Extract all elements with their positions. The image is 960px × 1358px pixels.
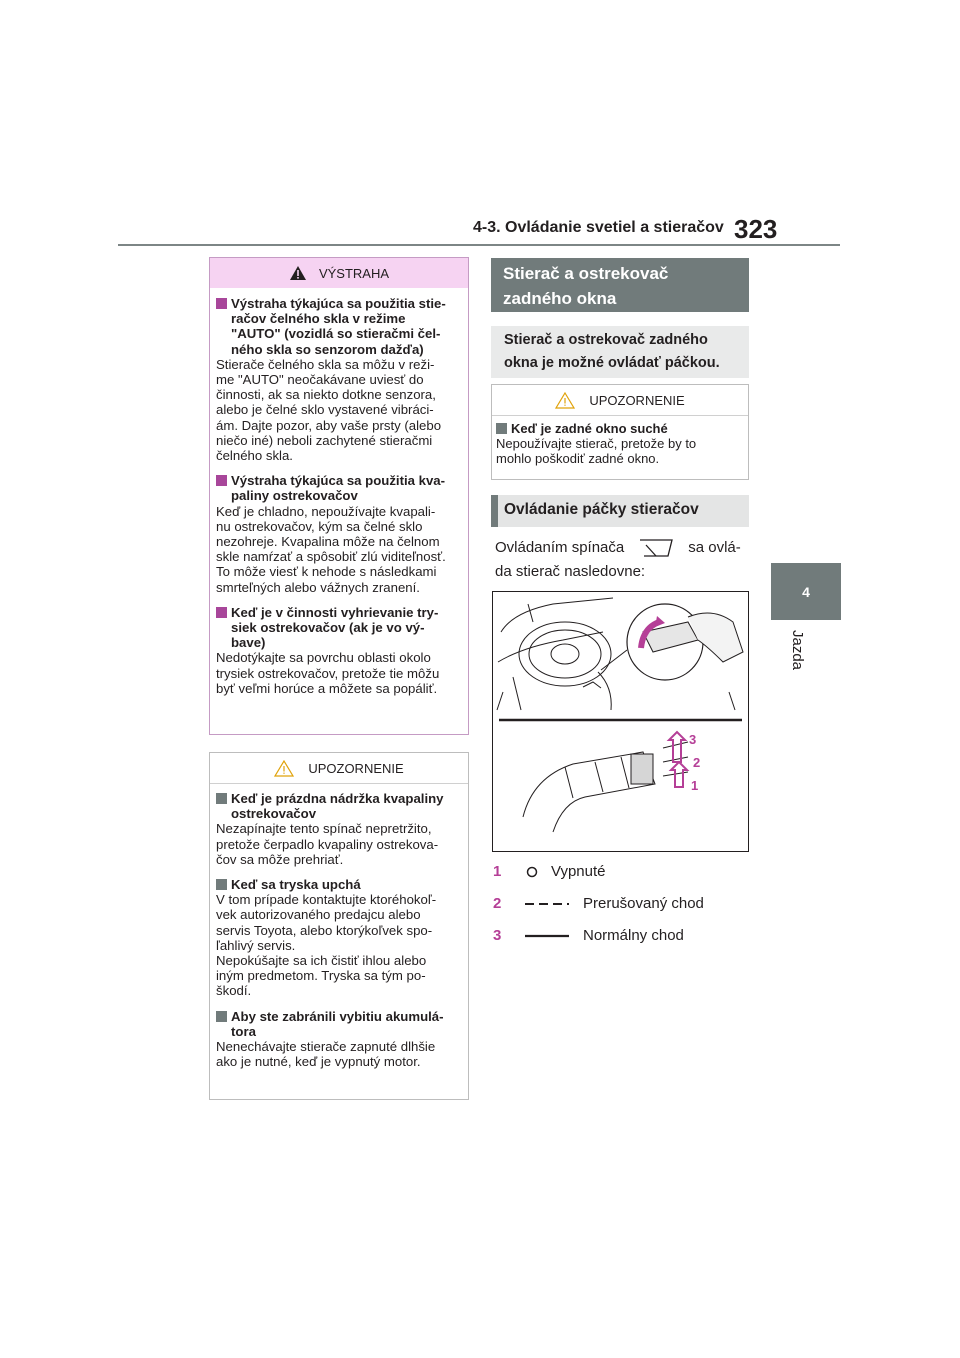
caution-item-title: Keď sa tryska upchá [231,877,361,893]
intro-text-2: sa ovlá- [688,539,741,556]
legend-item-intermittent [493,895,704,912]
caution-box-rear [491,384,749,480]
warning-item-title: Keď je v činnosti vyhrievanie try- siek ostrekovačov (ak je vo vý- bave) [231,604,439,651]
chapter-label: Jazda [789,629,806,671]
warning-item-title: Výstraha týkajúca sa použitia kva- paliny ostrekovačov [231,473,446,504]
caution-item-text: Nenechávajte stierače zapnuté dlhšie ako je nutné, keď je vypnutý motor. [216,1039,436,1070]
warning-header [210,258,468,288]
legend-label: Prerušovaný chod [583,895,704,912]
bullet-square-icon [216,879,227,890]
lever-intro [495,536,755,584]
rear-wiper-heading [491,258,749,312]
off-circle-icon [525,865,551,879]
caution-title: UPOZORNENIE [589,392,685,408]
warning-item-text: Keď je chladno, nepoužívajte kvapali- nu ostrekovačov, kým sa čelné sklo nezohreje. Kvapalina môže na čelnom skle namŕzať a spôsobiť zlú viditeľnosť. To môže viesť k nehode s následkami smrteľných alebo vážnych zranení. [216,503,446,595]
warning-item [216,473,464,595]
chapter-tab[interactable]: 4 [771,563,841,620]
callout-3: 3 [689,732,697,747]
rear-wiper-heading-line2: zadného okna [503,289,617,308]
callout-1: 1 [691,778,699,793]
warning-box [209,257,469,735]
caution-box [209,752,469,1100]
caution-triangle-icon [274,760,294,777]
page-number: 323 [734,214,778,244]
legend-label: Normálny chod [583,927,684,944]
caution-item-title: Keď je zadné okno suché [511,421,668,436]
caution-triangle-icon [555,392,575,409]
bullet-square-icon [216,1011,227,1022]
caution-header [210,753,468,784]
caution-item-text: Nezapínajte tento spínač nepretržito, pretože čerpadlo kvapaliny ostrekova- čov sa môže prehriať. [216,821,439,867]
legend-item-normal [493,927,684,944]
legend-label: Vypnuté [551,863,606,880]
heading-accent-bar [491,495,498,527]
normal-solid-line-icon [525,933,583,939]
warning-item [216,605,464,696]
caution-item [216,1009,464,1070]
warning-item-text: Nedotýkajte sa povrchu oblasti okolo trysiek ostrekovačov, pretože tie môžu byť veľmi horúce a môžete sa popáliť. [216,650,440,696]
wiper-lever-figure [492,591,749,852]
wiper-lever-illustration [493,592,748,851]
intro-text-1: Ovládaním spínača [495,539,625,556]
bullet-square-icon [216,298,227,309]
legend-number: 2 [493,895,502,912]
warning-item-text: Stierače čelného skla sa môžu v reži- me "AUTO" neočakávane uviesť do činnosti, ak sa niekto dotkne senzora, alebo je čelné sklo vystavené vibráci- ám. Dajte pozor, aby vaše prsty (alebo niečo iné) neboli zachytené stieračmi čelného skla. [216,356,442,464]
rear-wiper-summary-line2: okna je možné ovládať páčkou. [504,355,720,371]
rear-wiper-heading-line1: Stierač a ostrekovač [503,264,669,283]
header-divider [118,244,840,246]
rear-wiper-summary-line1: Stierač a ostrekovač zadného [504,332,708,348]
warning-triangle-icon [289,265,307,281]
caution-body [496,421,744,466]
caution-body [216,791,464,1079]
caution-item [216,791,464,867]
caution-item-title: Keď je prázdna nádržka kvapaliny ostrekovačov [231,791,444,822]
rear-wiper-summary [491,326,749,378]
callout-2: 2 [693,755,701,770]
caution-item-text: V tom prípade kontaktujte ktoréhokoľ- vek autorizovaného predajcu alebo servis Toyota, alebo ktorýkoľvek spo- ľahlivý servis. Nepokúšajte sa ich čistiť ihlou alebo iným predmetom. Tryska sa tým po- škodí. [216,892,437,999]
warning-body [216,296,464,706]
intro-text-3: da stierač nasledovne: [495,563,646,580]
section-title: 4-3. Ovládanie svetiel a stieračov [473,219,724,236]
legend-item-off [493,863,606,880]
lever-operation-heading: Ovládanie páčky stieračov [491,495,749,527]
caution-title: UPOZORNENIE [308,760,404,776]
bullet-square-icon [216,607,227,618]
warning-item [216,296,464,463]
caution-header [492,385,748,416]
rear-wiper-switch-icon [628,537,684,559]
warning-title: VÝSTRAHA [318,265,390,281]
bullet-square-icon [496,423,507,434]
caution-item [216,877,464,999]
legend-number: 1 [493,863,502,880]
warning-item-title: Výstraha týkajúca sa použitia stie- račov čelného skla v režime "AUTO" (vozidlá so stieračmi čel- ného skla so senzorom dažďa) [231,296,446,357]
bullet-square-icon [216,475,227,486]
legend-number: 3 [493,927,502,944]
bullet-square-icon [216,793,227,804]
caution-item-text: Nepoužívajte stierač, pretože by to mohlo poškodiť zadné okno. [496,436,697,466]
caution-item-title: Aby ste zabránili vybitiu akumulá- tora [231,1008,444,1039]
intermittent-dashes-icon [525,901,583,907]
